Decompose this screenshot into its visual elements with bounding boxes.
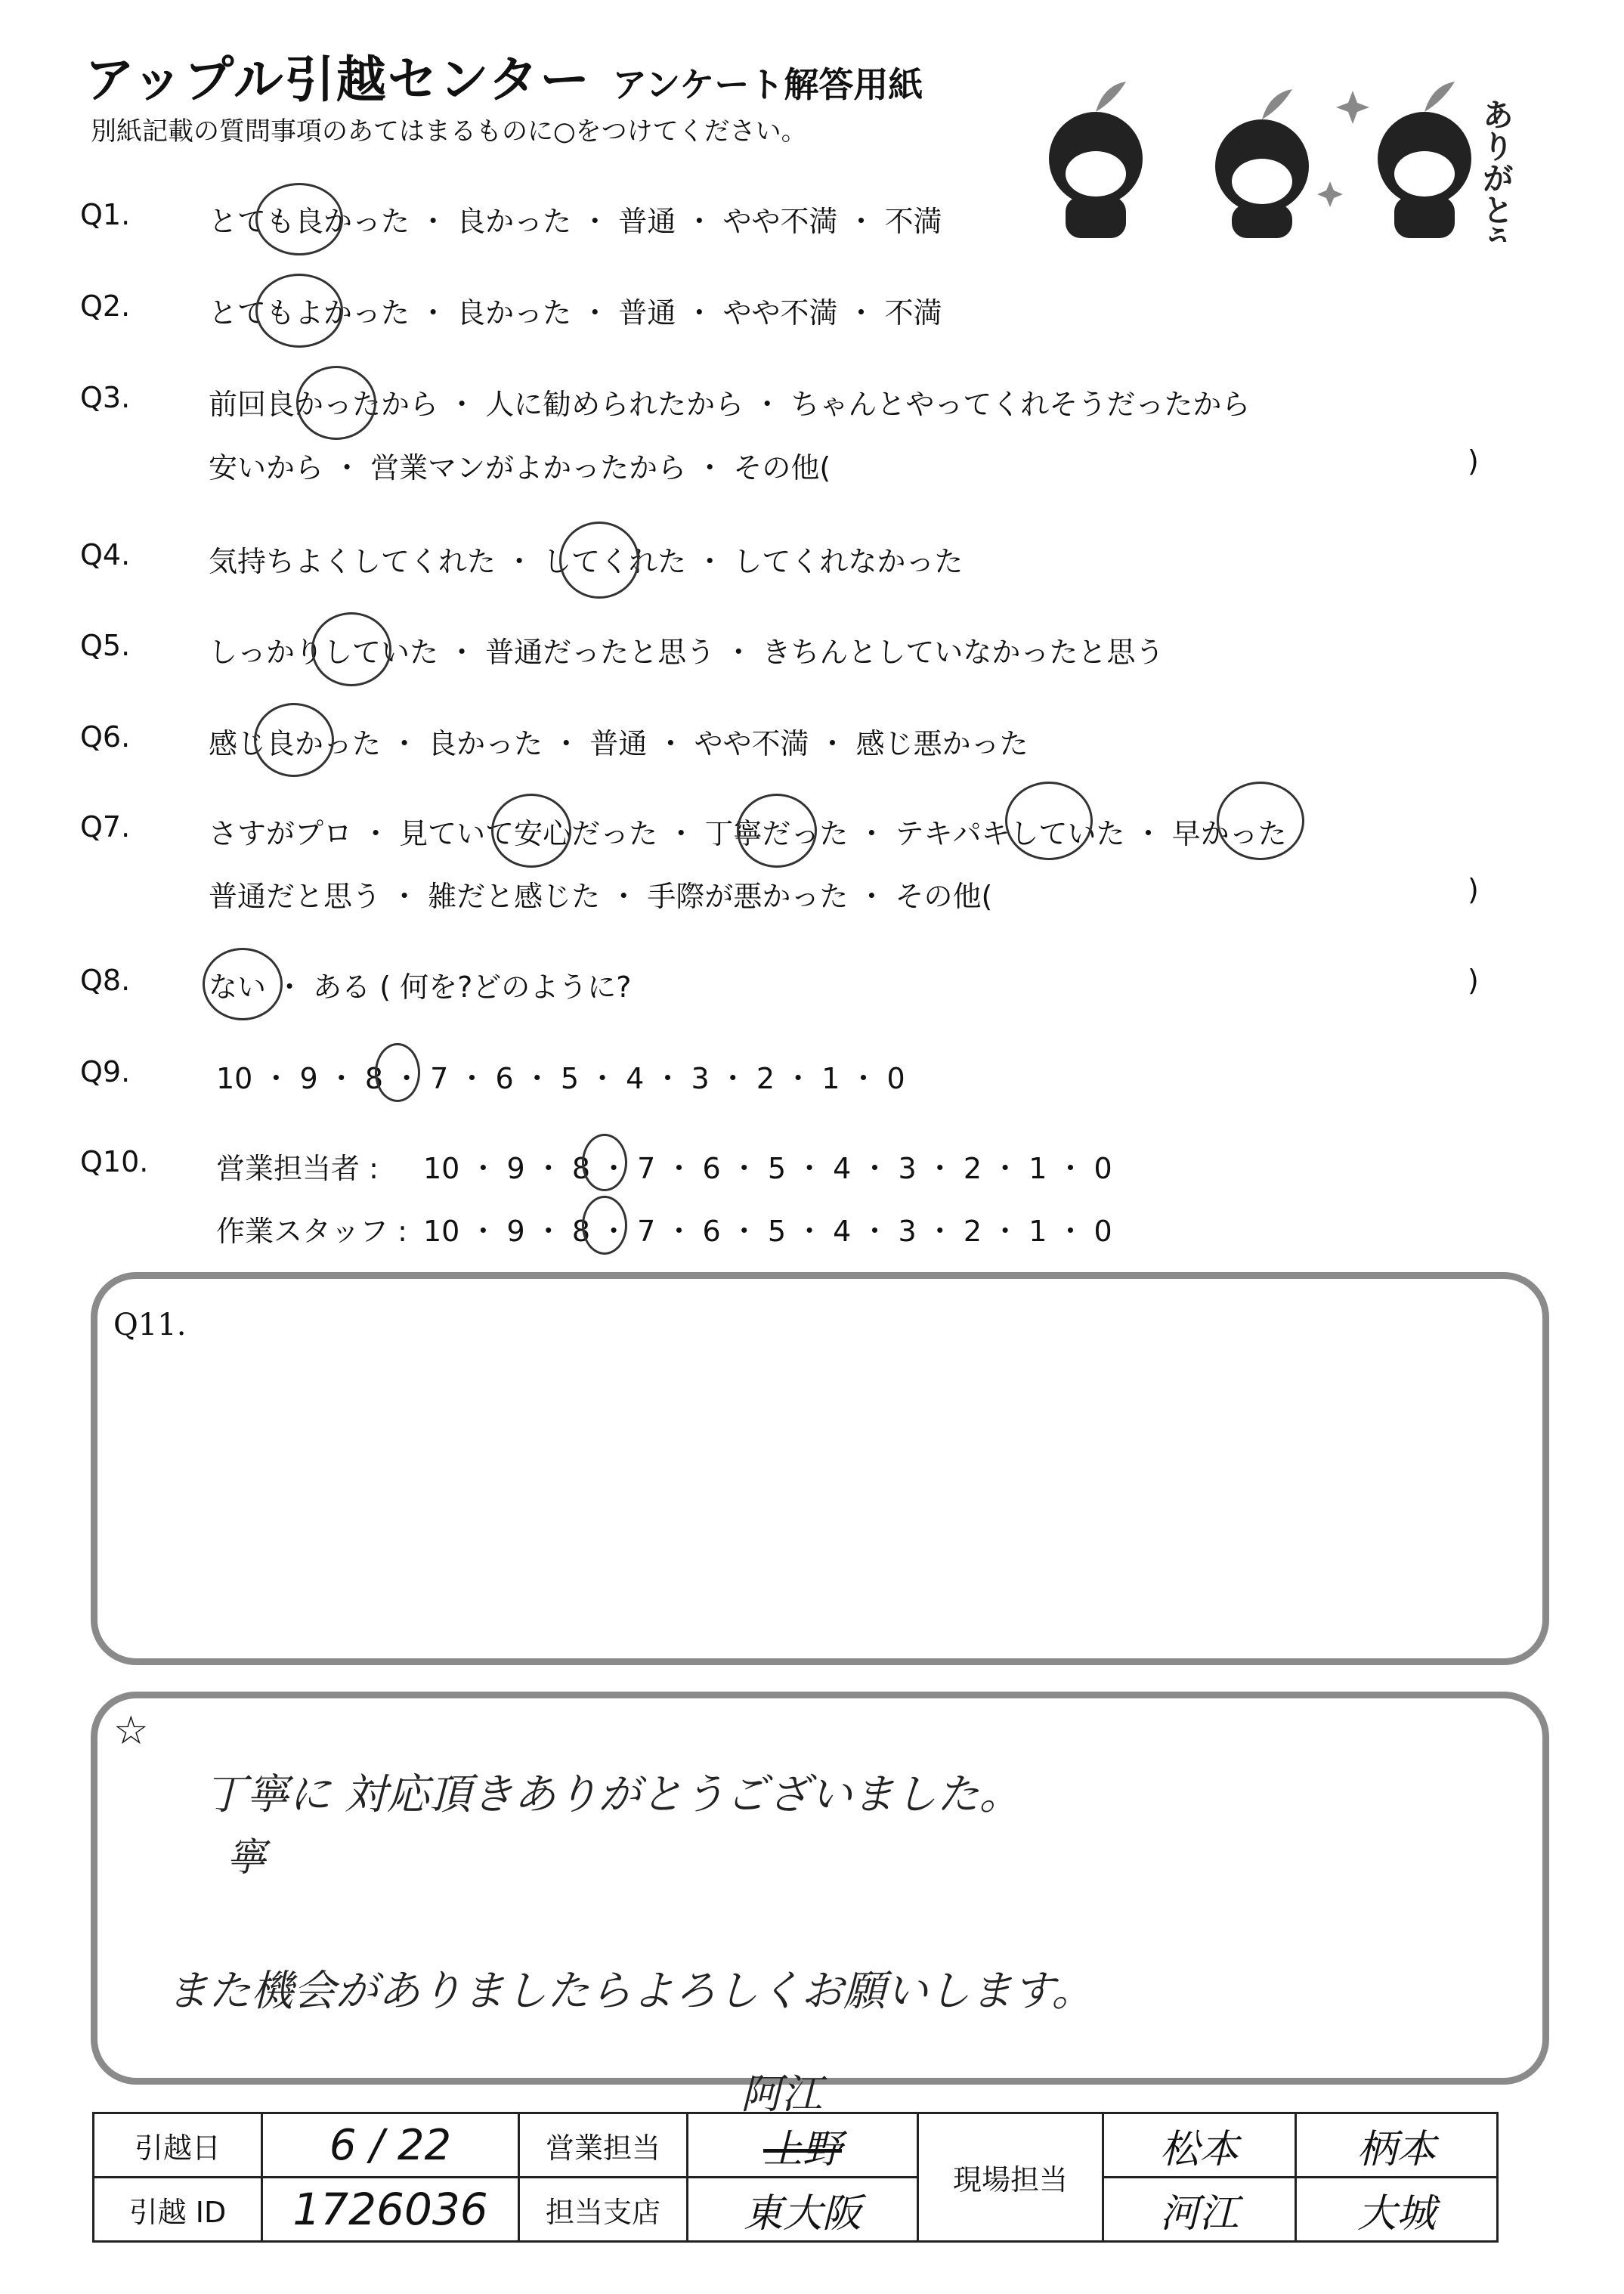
q2-answer-circle — [255, 274, 343, 348]
q9-answer-circle — [375, 1043, 420, 1102]
site-label: 現場担当 — [918, 2113, 1103, 2242]
q8-label: Q8. — [80, 964, 131, 997]
q10-staff-label: 作業スタッフ : — [216, 1215, 407, 1248]
q3-options-line1: 前回良かったから ・ 人に勧められたから ・ ちゃんとやってくれそうだったから — [209, 388, 1251, 421]
move-id-value: 1726036 — [262, 2178, 519, 2242]
move-id-label: 引越 ID — [94, 2178, 262, 2242]
free-comment-box — [91, 1692, 1549, 2085]
site-staff-1: 松本 — [1103, 2113, 1296, 2178]
q9-scale: 10 ・ 9 ・ 8 ・ 7 ・ 6 ・ 5 ・ 4 ・ 3 ・ 2 ・ 1 ・ 0 — [216, 1062, 905, 1095]
handwritten-correction: 寧 — [227, 1835, 267, 1881]
q9-label: Q9. — [80, 1055, 131, 1088]
q3-close-paren: ) — [1468, 444, 1479, 478]
q8-close-paren: ) — [1468, 964, 1479, 997]
q7-options-line1: さすがプロ ・ 見ていて安心だった ・ 丁寧だった ・ テキパキしていた ・ 早かった — [209, 817, 1287, 850]
q5-answer-circle — [311, 612, 391, 686]
q1-answer-circle — [255, 183, 343, 255]
q10-sales-scale: 10 ・ 9 ・ 8 ・ 7 ・ 6 ・ 5 ・ 4 ・ 3 ・ 2 ・ 1 ・ 0 — [423, 1152, 1112, 1185]
q8-answer-circle — [203, 948, 283, 1020]
q5-label: Q5. — [80, 629, 131, 662]
q1-label: Q1. — [80, 198, 131, 231]
handwritten-comment-line2: また機会がありましたらよろしくお願いします。 — [166, 1967, 1094, 2016]
instruction-text: 別紙記載の質問事項のあてはまるものに○をつけてください。 — [91, 116, 807, 147]
q1-options: とても良かった ・ 良かった ・ 普通 ・ やや不満 ・ 不満 — [209, 205, 942, 238]
q8-options: ない ・ ある ( 何を?どのように? — [209, 971, 632, 1004]
q4-options: 気持ちよくしてくれた ・ してくれた ・ してくれなかった — [209, 545, 964, 578]
move-date-value: 6 / 22 — [262, 2113, 519, 2178]
q6-label: Q6. — [80, 720, 131, 754]
q6-options: 感じ良かった ・ 良かった ・ 普通 ・ やや不満 ・ 感じ悪かった — [209, 727, 1029, 760]
branch-value: 東大阪 — [688, 2178, 918, 2242]
handwritten-comment-line1: 丁寧に 対応頂きありがとうございました。 — [204, 1770, 1022, 1819]
form-title — [85, 39, 923, 111]
q10-staff-scale: 10 ・ 9 ・ 8 ・ 7 ・ 6 ・ 5 ・ 4 ・ 3 ・ 2 ・ 1 ・ 0 — [423, 1215, 1112, 1248]
q7-options-line2: 普通だと思う ・ 雑だと感じた ・ 手際が悪かった ・ その他( — [209, 880, 993, 913]
q10-label: Q10. — [80, 1145, 149, 1178]
q2-label: Q2. — [80, 289, 131, 323]
sales-label: 営業担当 — [519, 2113, 688, 2178]
q7-answer-circle-anshin — [491, 794, 571, 868]
q5-options: しっかりしていた ・ 普通だったと思う ・ きちんとしていなかったと思う — [209, 636, 1165, 669]
q10-sales-label: 営業担当者 : — [216, 1152, 379, 1185]
branch-label: 担当支店 — [519, 2178, 688, 2242]
q7-label: Q7. — [80, 810, 131, 844]
q2-options: とてもよかった ・ 良かった ・ 普通 ・ やや不満 ・ 不満 — [209, 296, 942, 330]
q4-label: Q4. — [80, 538, 131, 571]
q7-answer-circle-hayakatta — [1217, 782, 1304, 860]
star-label: ☆ — [113, 1708, 149, 1754]
q3-label: Q3. — [80, 381, 131, 414]
sales-correction: 阿江 — [741, 2070, 822, 2118]
q7-close-paren: ) — [1468, 873, 1479, 906]
site-staff-3: 河江 — [1103, 2178, 1296, 2242]
q10-sales-answer-circle — [582, 1134, 627, 1191]
mascot-illustration — [1013, 45, 1542, 242]
q3-answer-circle — [296, 366, 376, 440]
sales-value: 上野 — [688, 2113, 918, 2178]
q11-comment-box — [91, 1272, 1549, 1665]
company-name: アップル引越センター — [85, 51, 592, 109]
move-date-label: 引越日 — [94, 2113, 262, 2178]
q11-label: Q11. — [113, 1308, 187, 1342]
q4-answer-circle — [559, 522, 639, 599]
form-subtitle: アンケート解答用紙 — [612, 64, 923, 105]
q7-answer-circle-tekipaki — [1005, 782, 1093, 860]
q6-answer-circle — [254, 703, 334, 777]
q10-staff-answer-circle — [582, 1196, 627, 1255]
mascot-text: ありがとう — [1477, 98, 1515, 242]
site-staff-4: 大城 — [1296, 2178, 1498, 2242]
move-info-table — [92, 2112, 1499, 2243]
q7-answer-circle-teinei — [737, 794, 817, 868]
q3-options-line2: 安いから ・ 営業マンがよかったから ・ その他( — [209, 451, 831, 484]
site-staff-2: 柄本 — [1296, 2113, 1498, 2178]
